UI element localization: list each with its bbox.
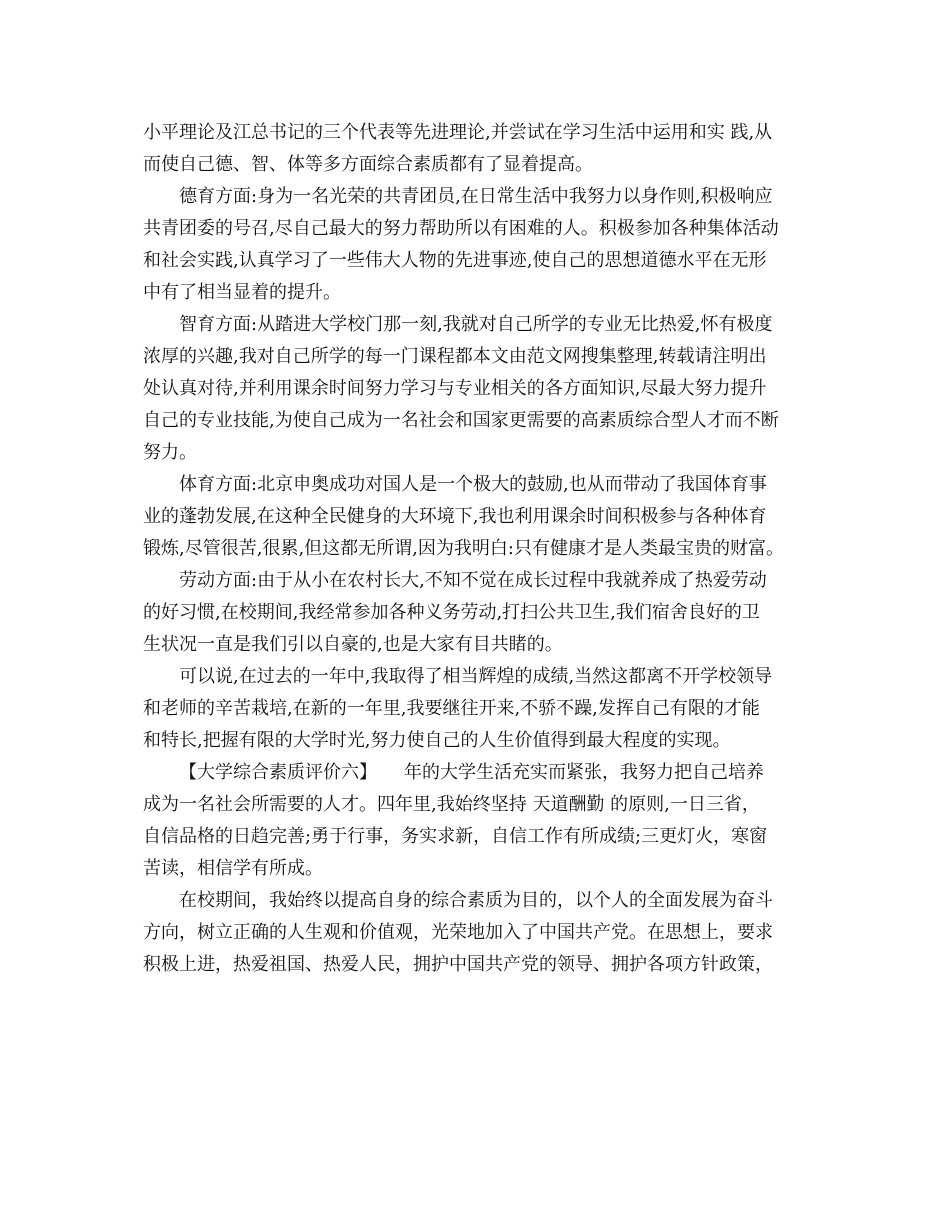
text-line: 共青团委的号召,尽自己最大的努力帮助所以有困难的人。积极参加各种集体活动 [143, 218, 779, 239]
text-line: 【大学综合素质评价六】 年的大学生活充实而紧张，我努力把自己培养 [179, 762, 764, 783]
text-line: 处认真对待,并利用课余时间努力学习与专业相关的各方面知识,尽最大努力提升 [143, 378, 767, 399]
text-line: 和特长,把握有限的大学时光,努力使自己的人生价值得到最大程度的实现。 [143, 730, 731, 751]
text-line: 智育方面:从踏进大学校门那一刻,我就对自己所学的专业无比热爱,怀有极度 [179, 314, 773, 335]
text-line: 和老师的辛苦栽培,在新的一年里,我要继往开来,不骄不躁,发挥自己有限的才能 [143, 698, 760, 719]
text-line: 和社会实践,认真学习了一些伟大人物的先进事迹,使自己的思想道德水平在无形 [143, 250, 767, 271]
text-line: 成为一名社会所需要的人才。四年里,我始终坚持 天道酬勤 的原则,一日三省， [143, 794, 760, 815]
text-line: 而使自己德、智、体等多方面综合素质都有了显着提高。 [143, 154, 593, 175]
text-line: 德育方面:身为一名光荣的共青团员,在日常生活中我努力以身作则,积极响应 [179, 186, 773, 207]
text-line: 业的蓬勃发展,在这种全民健身的大环境下,我也利用课余时间积极参与各种体育 [143, 506, 767, 527]
text-line: 方向，树立正确的人生观和价值观，光荣地加入了中国共产党。在思想上，要求 [143, 922, 773, 943]
text-line: 小平理论及江总书记的三个代表等先进理论,并尝试在学习生活中运用和实 践,从 [143, 122, 773, 143]
text-line: 自己的专业技能,为使自己成为一名社会和国家更需要的高素质综合型人才而不断 [143, 410, 779, 431]
document-body [143, 117, 823, 981]
text-line: 的好习惯,在校期间,我经常参加各种义务劳动,打扫公共卫生,我们宿舍良好的卫 [143, 602, 760, 623]
text-line: 在校期间，我始终以提高自身的综合素质为目的，以个人的全面发展为奋斗 [179, 890, 773, 911]
text-line: 中有了相当显着的提升。 [143, 282, 341, 303]
text-line: 可以说,在过去的一年中,我取得了相当辉煌的成绩,当然这都离不开学校领导 [179, 666, 773, 687]
text-line: 锻炼,尽管很苦,很累,但这都无所谓,因为我明白:只有健康才是人类最宝贵的财富。 [143, 538, 784, 559]
text-line: 积极上进，热爱祖国、热爱人民，拥护中国共产党的领导、拥护各项方针政策， [143, 954, 773, 975]
text-line: 自信品格的日趋完善;勇于行事，务实求新，自信工作有所成绩;三更灯火，寒窗 [143, 826, 768, 847]
text-line: 苦读，相信学有所成。 [143, 858, 323, 879]
text-line: 劳动方面:由于从小在农村长大,不知不觉在成长过程中我就养成了热爱劳动 [179, 570, 767, 591]
text-line: 浓厚的兴趣,我对自己所学的每一门课程都本文由范文网搜集整理,转载请注明出 [143, 346, 767, 367]
text-line: 努力。 [143, 442, 197, 463]
text-line: 生状况一直是我们引以自豪的,也是大家有目共睹的。 [143, 634, 563, 655]
text-line: 体育方面:北京申奥成功对国人是一个极大的鼓励,也从而带动了我国体育事 [179, 474, 767, 495]
